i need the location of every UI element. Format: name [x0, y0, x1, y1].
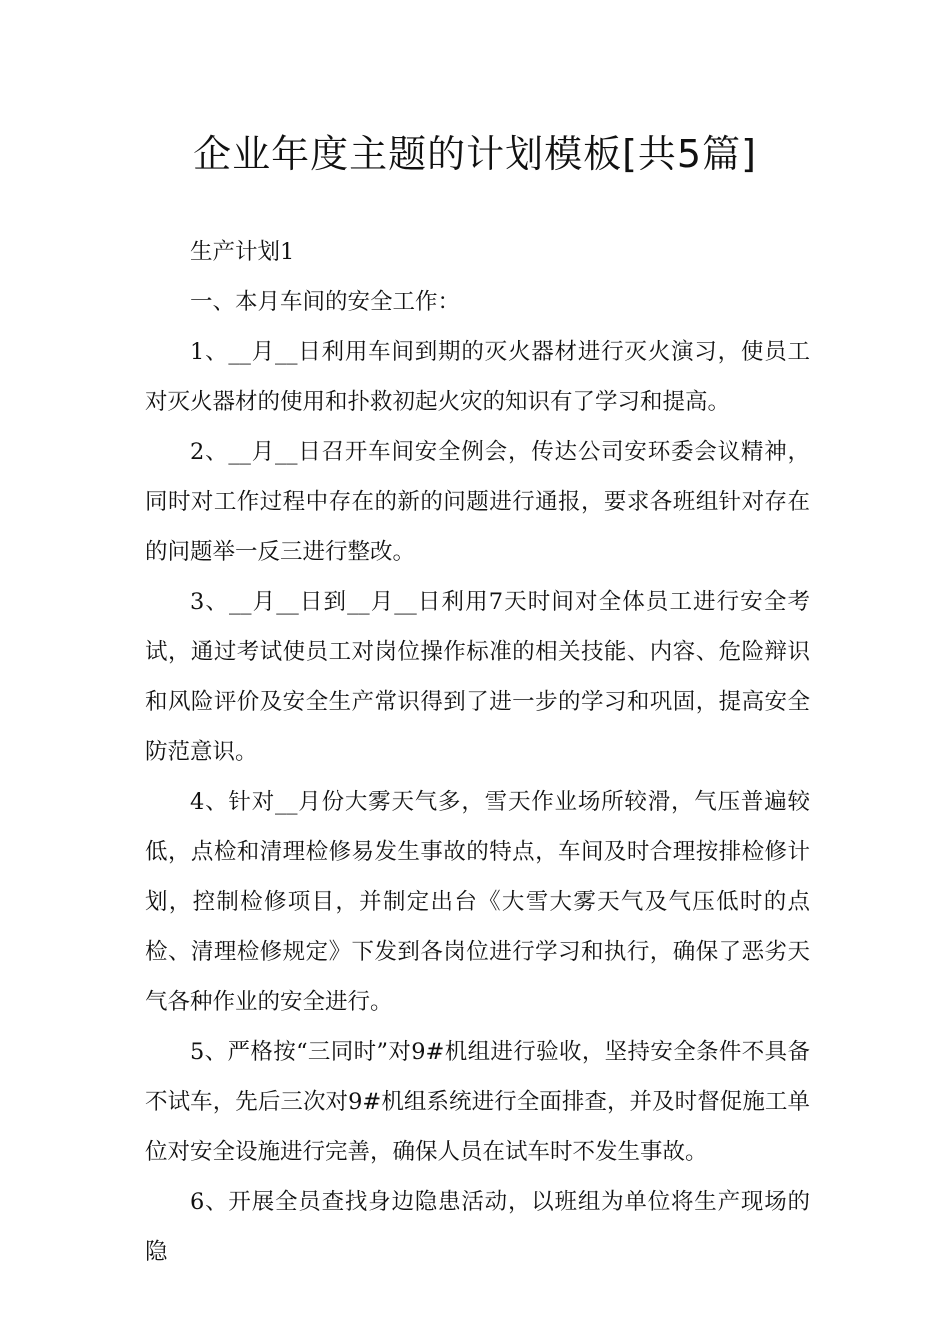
paragraph-item-1: 1、__月__日利用车间到期的灭火器材进行灭火演习，使员工对灭火器材的使用和扑救初起火灾的知识有了学习和提高。 [145, 339, 810, 415]
paragraph-subheading: 一、本月车间的安全工作： [190, 289, 461, 315]
paragraph-item-6: 6、开展全员查找身边隐患活动，以班组为单位将生产现场的隐 [145, 1189, 810, 1265]
paragraph-section-heading: 生产计划1 [190, 239, 295, 265]
paragraph-item-4: 4、针对__月份大雾天气多，雪天作业场所较滑，气压普遍较低，点检和清理检修易发生事故的特点，车间及时合理按排检修计划，控制检修项目，并制定出台《大雪大雾天气及气压低时的点检、清理检修规定》下发到各岗位进行学习和执行，确保了恶劣天气各种作业的安全进行。 [145, 789, 810, 1015]
paragraph-item-2: 2、__月__日召开车间安全例会，传达公司安环委会议精神，同时对工作过程中存在的新的问题进行通报，要求各班组针对存在的问题举一反三进行整改。 [145, 439, 810, 565]
paragraph-item-3: 3、__月__日到__月__日利用7天时间对全体员工进行安全考试，通过考试使员工对岗位操作标准的相关技能、内容、危险辩识和风险评价及安全生产常识得到了进一步的学习和巩固，提高安全防范意识。 [145, 589, 810, 765]
document-title: 企业年度主题的计划模板[共5篇] [193, 132, 757, 176]
paragraph-item-5: 5、严格按“三同时”对9#机组进行验收，坚持安全条件不具备不试车，先后三次对9#机组系统进行全面排查，并及时督促施工单位对安全设施进行完善，确保人员在试车时不发生事故。 [145, 1039, 810, 1165]
document-body [145, 227, 810, 1277]
